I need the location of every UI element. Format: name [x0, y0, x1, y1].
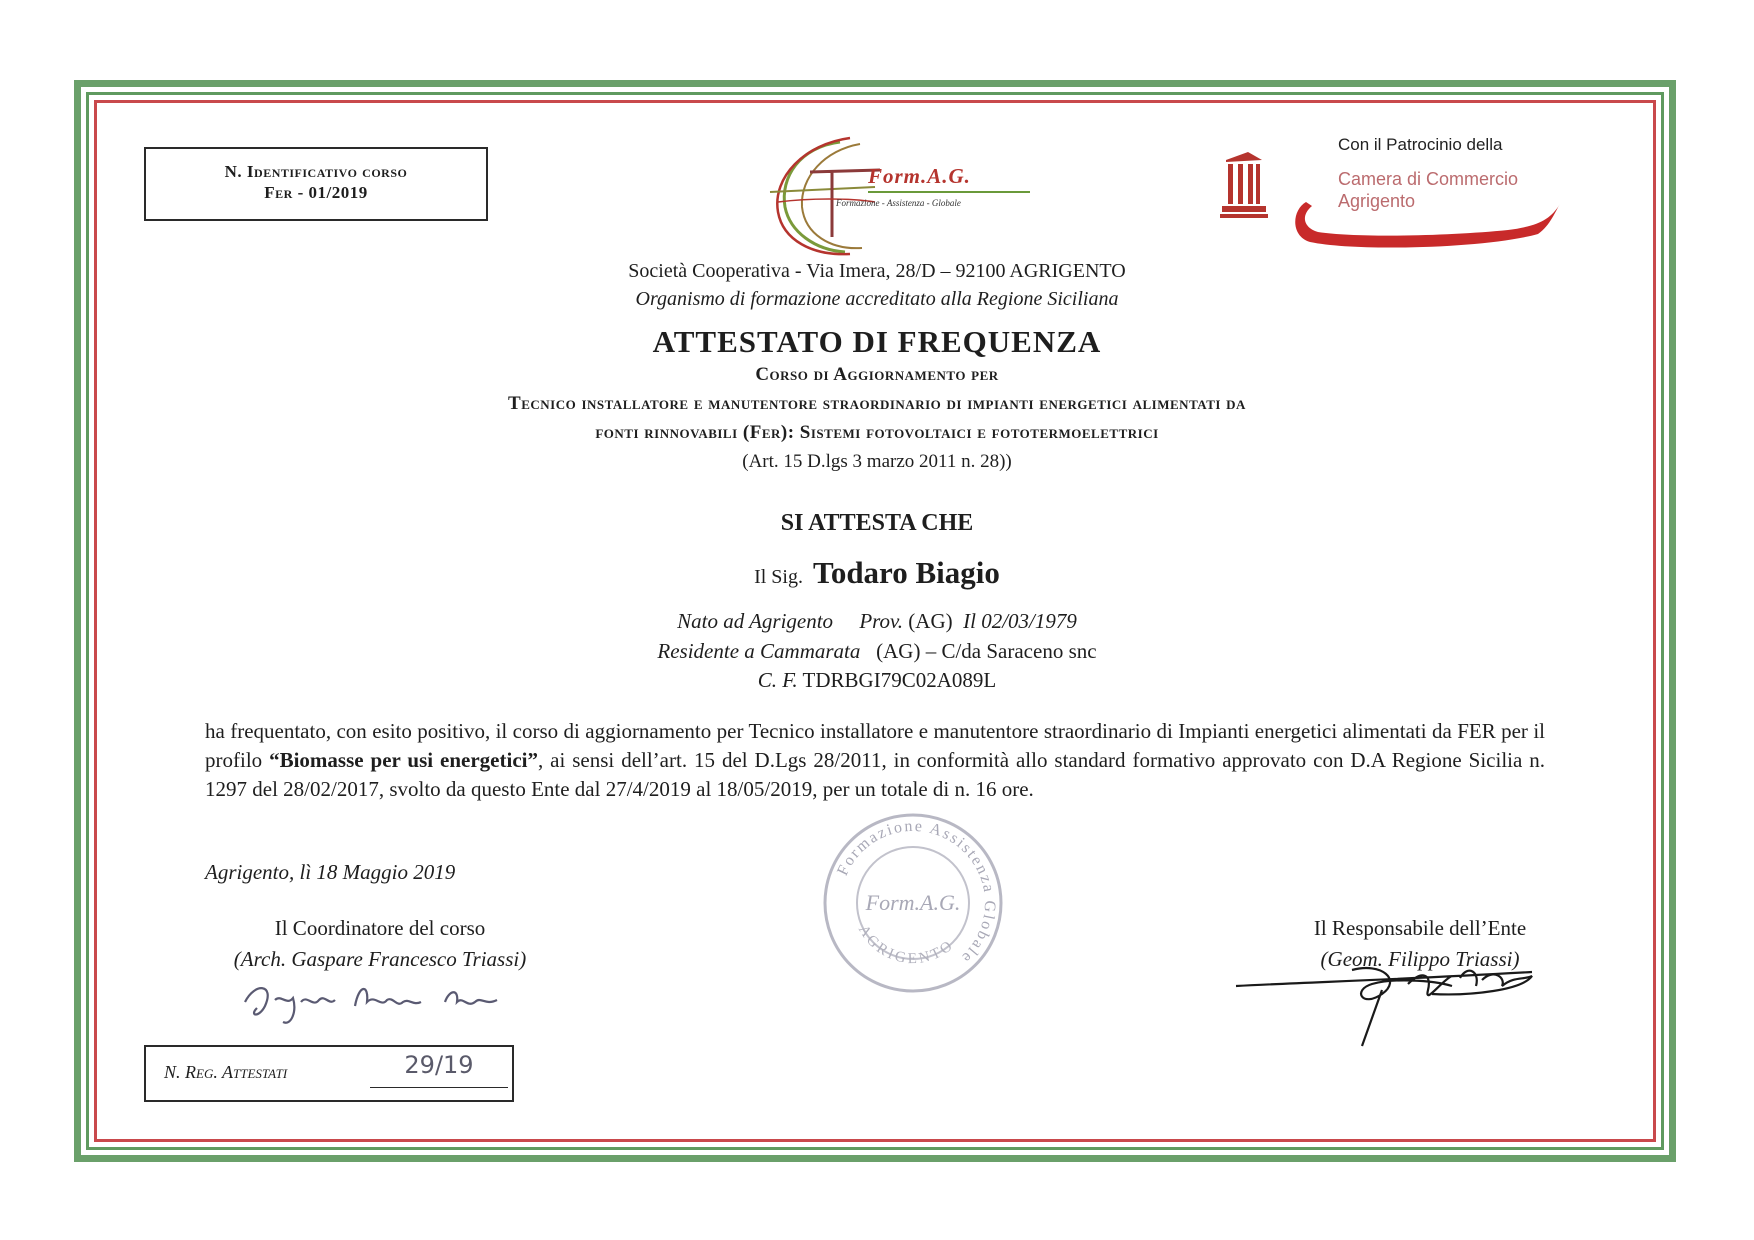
stamp-center-text: Form.A.G. [865, 890, 961, 915]
birth-place: Nato ad Agrigento [677, 609, 834, 633]
formag-logo-subtitle: Formazione - Assistenza - Globale [836, 198, 961, 208]
course-subtitle-line2: Tecnico installatore e manutentore straordinario di impianti energetici alimentati da [508, 393, 1246, 414]
coordinator-name: (Arch. Gaspare Francesco Triassi) [233, 947, 527, 971]
body-text-start: ha frequentato, con esito positivo, il corso di aggiornamento per Tecnico installatore e manutentore straordinario di Impianti energetici alimentati da FER per il profilo [205, 719, 1545, 772]
course-id-label: N. Identificativo corso [224, 162, 408, 181]
coordinator-title: Il Coordinatore del corso [274, 916, 486, 940]
province-label: Prov. [859, 609, 904, 633]
register-box [144, 1045, 514, 1102]
course-profile: “Biomasse per usi energetici” [269, 748, 538, 772]
birth-info [0, 609, 1754, 634]
course-id-box [144, 147, 488, 221]
province-value: (AG) [908, 609, 953, 633]
recipient-name: Todaro Biagio [812, 555, 1000, 590]
place-and-date: Agrigento, lì 18 Maggio 2019 [205, 860, 456, 884]
certificate-body-text [205, 717, 1545, 804]
recipient-line [0, 555, 1754, 591]
formag-logo-icon [750, 132, 1040, 256]
fiscal-code [0, 668, 1754, 693]
birth-date: Il 02/03/1979 [963, 609, 1077, 633]
patronage-label: Con il Patrocinio della [1338, 135, 1503, 154]
coordinator-signature [235, 972, 515, 1032]
fiscal-code-value: TDRBGI79C02A089L [802, 668, 997, 692]
organization-address: Società Cooperativa - Via Imera, 28/D – 92100 AGRIGENTO [628, 260, 1126, 282]
formag-stamp [818, 808, 1008, 998]
stamp-bottom-text: AGRIGENTO [854, 922, 958, 968]
residence-value: (AG) – C/da Saraceno snc [876, 639, 1097, 663]
course-id-value: Fer - 01/2019 [264, 183, 368, 202]
course-subtitle-line1: Corso di Aggiornamento per [755, 364, 999, 385]
fiscal-code-label: C. F. [757, 668, 798, 692]
svg-text:AGRIGENTO [855, 922, 958, 967]
chamber-name-line1: Camera di Commercio [1338, 169, 1519, 189]
responsible-title: Il Responsabile dell’Ente [1313, 916, 1527, 940]
chamber-swoosh-icon [1288, 196, 1560, 256]
organization-accreditation: Organismo di formazione accreditato alla Regione Siciliana [635, 288, 1119, 310]
responsible-name: (Geom. Filippo Triassi) [1320, 947, 1520, 971]
temple-icon [1218, 150, 1268, 220]
formag-logo-title: Form.A.G. [868, 164, 971, 188]
attest-heading: SI ATTESTA CHE [780, 510, 974, 536]
recipient-salutation: Il Sig. [754, 566, 803, 588]
stamp-ring-text: Formazione Assistenza Globale [834, 817, 999, 968]
responsible-signature [1232, 950, 1572, 1050]
register-number: 29/19 [370, 1051, 508, 1088]
register-label: N. Reg. Attestati [164, 1062, 288, 1082]
residence-label: Residente a Cammarata [657, 639, 861, 663]
course-legal-reference: (Art. 15 D.lgs 3 marzo 2011 n. 28)) [742, 451, 1012, 472]
residence-info [0, 639, 1754, 664]
certificate-title: ATTESTATO DI FREQUENZA [652, 324, 1102, 359]
course-subtitle-line3: fonti rinnovabili (Fer): Sistemi fotovoltaici e fototermoelettrici [595, 422, 1159, 443]
body-text-end: , ai sensi dell’art. 15 del D.Lgs 28/2011, in conformità allo standard formativo approvato con D.A Regione Sicilia n. 1297 del 28/02/2017, svolto da questo Ente dal 27/4/2019 al 18/05/2019, per un totale di n. 16 ore. [205, 748, 1545, 801]
chamber-name-line2: Agrigento [1338, 191, 1416, 211]
